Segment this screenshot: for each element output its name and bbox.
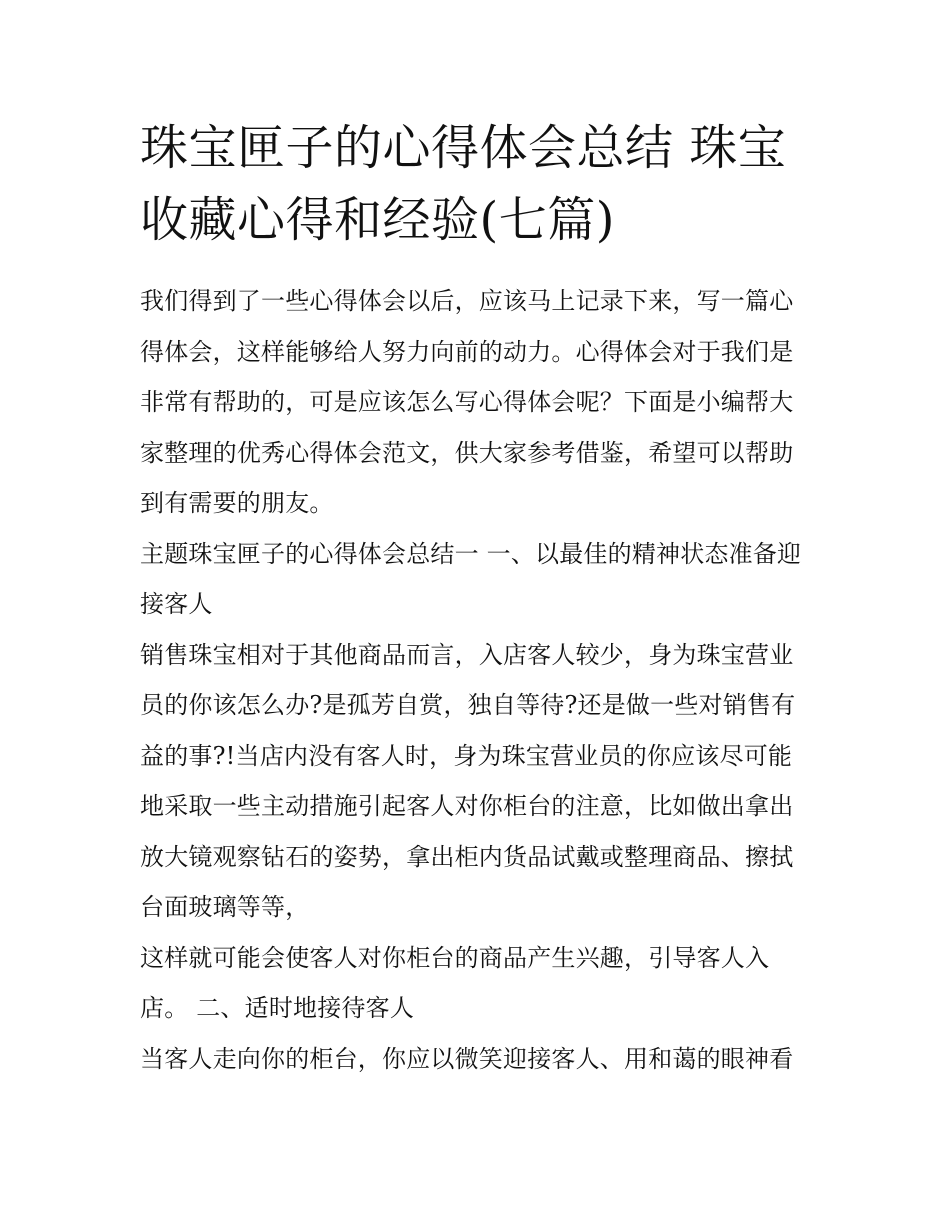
paragraph-body-1: 销售珠宝相对于其他商品而言，入店客人较少，身为珠宝营业员的你该怎么办?是孤芳自赏，独自等待?还是做一些对销售有益的事?!当店内没有客人时，身为珠宝营业员的你应该尽可能地采取一些主动措施引起客人对你柜台的注意，比如做出拿出放大镜观察钻石的姿势，拿出柜内货品试戴或整理商品、擦拭台面玻璃等等， [140,640,796,921]
paragraph-section-heading-1: 主题珠宝匣子的心得体会总结一 一、以最佳的精神状态准备迎接客人 [140,539,802,618]
paragraph-body-2: 这样就可能会使客人对你柜台的商品产生兴趣，引导客人入店。 二、适时地接待客人 [140,943,770,1022]
paragraph-body-3: 当客人走向你的柜台，你应以微笑迎接客人、用和蔼的眼神看 [140,1044,794,1073]
paragraph-intro: 我们得到了一些心得体会以后，应该马上记录下来，写一篇心得体会，这样能够给人努力向前的动力。心得体会对于我们是非常有帮助的，可是应该怎么写心得体会呢？下面是小编帮大家整理的优秀心得体会范文，供大家参考借鉴，希望可以帮助到有需要的朋友。 [140,287,794,517]
document-title: 珠宝匣子的心得体会总结 珠宝收藏心得和经验(七篇) [140,120,787,248]
document-page [140,112,815,1084]
